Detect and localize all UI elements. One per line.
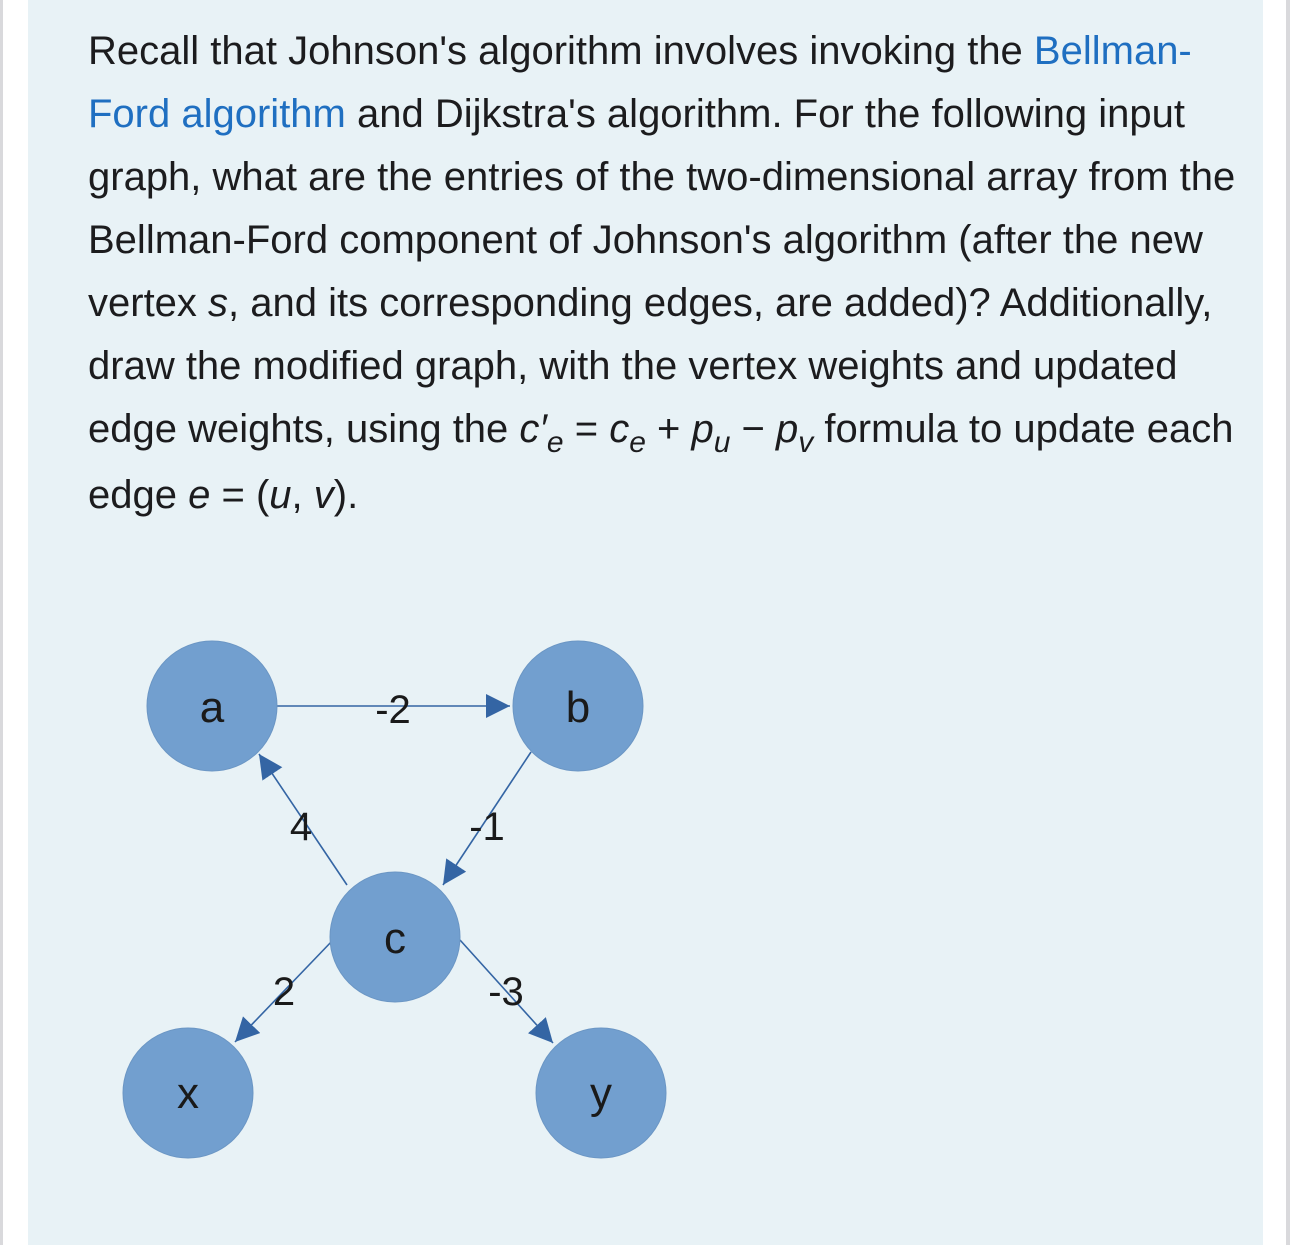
edge-eq: = ( [210,473,270,517]
edge-c-a [259,754,347,885]
node-a [147,641,277,771]
formula-p-v: p [776,407,799,451]
formula-plus: + [645,407,692,451]
edge-b-c [443,752,531,885]
formula-sub-v: v [798,426,814,459]
formula-sub-u: u [713,426,731,459]
bellman-ford-link[interactable]: Bellman-Ford algorithm [88,29,1192,136]
edge-c-a-weight: 4 [289,805,313,849]
formula-sub-e-2: e [629,426,646,459]
node-y-label: y [590,1069,612,1118]
node-c [330,872,460,1002]
edge-a-b-weight: -2 [375,688,411,732]
edge-c-x [235,940,333,1042]
edge-a-b [277,688,510,732]
node-x [123,1028,253,1158]
formula-sub-e: e [546,426,564,459]
node-y [536,1028,666,1158]
formula-p-u: p [691,407,714,451]
edge-b-c-weight: -1 [469,805,505,849]
edge-c-y-weight: -3 [488,970,524,1014]
edge-var-v: v [313,473,334,517]
question-body: and Dijkstra's algorithm. For the following input graph, what are the entries of the two-dimensional array from the Bellman-Ford component of Johnson's algorithm (after the new vertex [88,92,1236,325]
node-a-label: a [199,683,225,732]
vertex-s: s [208,281,229,325]
formula-c-prime: c′ [519,407,547,451]
formula-c: c [609,407,630,451]
edge-close: ). [333,473,359,517]
formula-tail: formula to update each edge [88,407,1234,517]
node-b-label: b [565,683,591,732]
edge-var-u: u [269,473,292,517]
node-x-label: x [177,1069,199,1118]
formula-minus: − [730,407,776,451]
formula-equals: = [563,407,610,451]
edge-c-x-weight: 2 [272,970,296,1014]
node-c-label: c [384,914,406,963]
edge-c-y [460,940,553,1043]
question-intro: Recall that Johnson's algorithm involves invoking the [88,29,1034,73]
edge-comma: , [291,473,314,517]
question-body-2: , and its corresponding edges, are added)? Additionally, draw the modified graph, with the vertex weights and updated edge weights, using the [88,281,1213,451]
node-b [513,641,643,771]
edge-var-e: e [188,473,211,517]
